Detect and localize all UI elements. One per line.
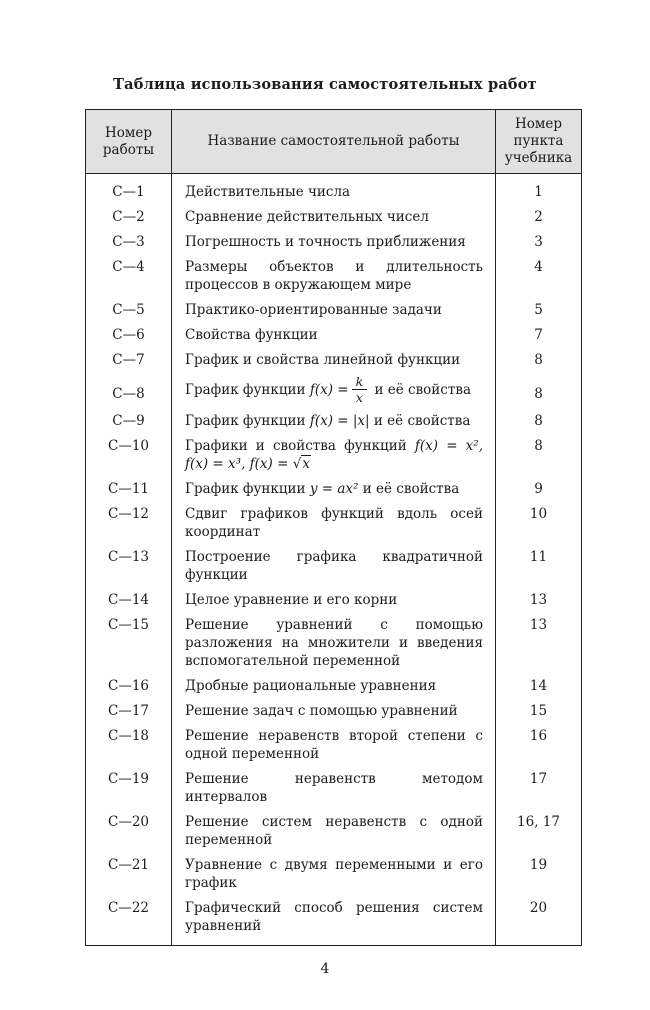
work-title-cell: График функции f(x) = $\frac{k}{x}$ и её свойства	[172, 372, 496, 408]
table-row	[86, 852, 582, 895]
work-number-cell: С—9	[86, 408, 172, 433]
table-row	[86, 501, 582, 544]
textbook-section-cell: 13	[496, 587, 582, 612]
work-title-cell: График и свойства линейной функции	[172, 347, 496, 372]
work-title-cell: Погрешность и точность приближения	[172, 229, 496, 254]
math-expression: f(x) =	[309, 382, 349, 399]
work-title-cell: Решение неравенств методом интервалов	[172, 766, 496, 809]
work-number-cell: С—21	[86, 852, 172, 895]
textbook-section-cell: 1	[496, 174, 582, 205]
table-body	[86, 174, 582, 946]
work-title-cell: Сдвиг графиков функций вдоль осей координат	[172, 501, 496, 544]
work-number-cell: С—8	[86, 372, 172, 408]
math-fraction: $\frac{k}{x}$	[352, 375, 368, 404]
work-title-cell: Графики и свойства функций f(x) = x², f(x) = x³, f(x) = √x	[172, 433, 496, 476]
works-table	[85, 109, 582, 946]
table-row	[86, 174, 582, 205]
work-title-cell: Сравнение действительных чисел	[172, 204, 496, 229]
textbook-section-cell: 4	[496, 254, 582, 297]
math-expression: f(x) = |x|	[309, 413, 370, 430]
work-title-cell: Решение уравнений с помощью разложения на множители и введения вспомогательной переменной	[172, 612, 496, 673]
table-row	[86, 229, 582, 254]
work-number-cell: С—1	[86, 174, 172, 205]
table-row	[86, 809, 582, 852]
work-number-cell: С—12	[86, 501, 172, 544]
page-number: 4	[320, 961, 330, 978]
work-title-cell: Решение систем неравенств с одной переменной	[172, 809, 496, 852]
textbook-section-cell: 3	[496, 229, 582, 254]
table-row	[86, 322, 582, 347]
work-number-cell: С—14	[86, 587, 172, 612]
work-title-cell: Практико-ориентированные задачи	[172, 297, 496, 322]
table-row	[86, 895, 582, 946]
work-title-cell: Свойства функции	[172, 322, 496, 347]
work-title-cell: Дробные рациональные уравнения	[172, 673, 496, 698]
textbook-section-cell: 8	[496, 433, 582, 476]
work-number-cell: С—19	[86, 766, 172, 809]
math-expression: f(x) = x³,	[185, 456, 246, 473]
textbook-section-cell: 8	[496, 347, 582, 372]
textbook-section-cell: 16, 17	[496, 809, 582, 852]
work-title-cell: График функции f(x) = |x| и её свойства	[172, 408, 496, 433]
work-number-cell: С—16	[86, 673, 172, 698]
work-number-cell: С—7	[86, 347, 172, 372]
work-title-cell: Построение графика квадратичной функции	[172, 544, 496, 587]
header-work-number: Номер работы	[86, 110, 172, 174]
textbook-section-cell: 9	[496, 476, 582, 501]
header-row	[86, 110, 582, 174]
work-number-cell: С—11	[86, 476, 172, 501]
work-title-cell: Целое уравнение и его корни	[172, 587, 496, 612]
table-row	[86, 408, 582, 433]
table-row	[86, 297, 582, 322]
table-row	[86, 544, 582, 587]
header-work-title: Название самостоятельной работы	[172, 110, 496, 174]
work-number-cell: С—20	[86, 809, 172, 852]
table-row	[86, 254, 582, 297]
textbook-section-cell: 8	[496, 372, 582, 408]
work-number-cell: С—6	[86, 322, 172, 347]
work-number-cell: С—10	[86, 433, 172, 476]
work-number-cell: С—3	[86, 229, 172, 254]
math-expression: f(x) =	[249, 456, 293, 473]
textbook-section-cell: 20	[496, 895, 582, 946]
textbook-section-cell: 2	[496, 204, 582, 229]
textbook-section-cell: 5	[496, 297, 582, 322]
textbook-section-cell: 15	[496, 698, 582, 723]
page-title: Таблица использования самостоятельных работ	[113, 76, 537, 93]
work-number-cell: С—17	[86, 698, 172, 723]
textbook-section-cell: 14	[496, 673, 582, 698]
work-title-cell: Действительные числа	[172, 174, 496, 205]
work-title-cell: Решение неравенств второй степени с одной переменной	[172, 723, 496, 766]
table-row	[86, 347, 582, 372]
table-row	[86, 698, 582, 723]
work-number-cell: С—18	[86, 723, 172, 766]
textbook-section-cell: 10	[496, 501, 582, 544]
table-row	[86, 476, 582, 501]
textbook-section-cell: 11	[496, 544, 582, 587]
work-title-cell: Графический способ решения систем уравнений	[172, 895, 496, 946]
textbook-section-cell: 17	[496, 766, 582, 809]
work-number-cell: С—2	[86, 204, 172, 229]
work-number-cell: С—4	[86, 254, 172, 297]
table-row	[86, 723, 582, 766]
work-number-cell: С—5	[86, 297, 172, 322]
header-textbook-section: Номер пункта учебника	[496, 110, 582, 174]
table-header	[86, 110, 582, 174]
table-row	[86, 673, 582, 698]
work-title-cell: Решение задач с помощью уравнений	[172, 698, 496, 723]
table-row	[86, 612, 582, 673]
work-title-cell: Уравнение с двумя переменными и его график	[172, 852, 496, 895]
work-number-cell: С—15	[86, 612, 172, 673]
textbook-section-cell: 19	[496, 852, 582, 895]
table-row	[86, 587, 582, 612]
textbook-section-cell: 13	[496, 612, 582, 673]
textbook-section-cell: 7	[496, 322, 582, 347]
table-row	[86, 433, 582, 476]
math-expression: f(x) = x²,	[414, 438, 483, 455]
table-row	[86, 766, 582, 809]
table-row	[86, 372, 582, 408]
table-row	[86, 204, 582, 229]
textbook-section-cell: 8	[496, 408, 582, 433]
textbook-section-cell: 16	[496, 723, 582, 766]
work-number-cell: С—13	[86, 544, 172, 587]
work-number-cell: С—22	[86, 895, 172, 946]
math-expression: y = ax²	[309, 481, 359, 498]
work-title-cell: Размеры объектов и длительность процессов в окружающем мире	[172, 254, 496, 297]
math-sqrt: √x	[292, 456, 310, 473]
work-title-cell: График функции y = ax² и её свойства	[172, 476, 496, 501]
